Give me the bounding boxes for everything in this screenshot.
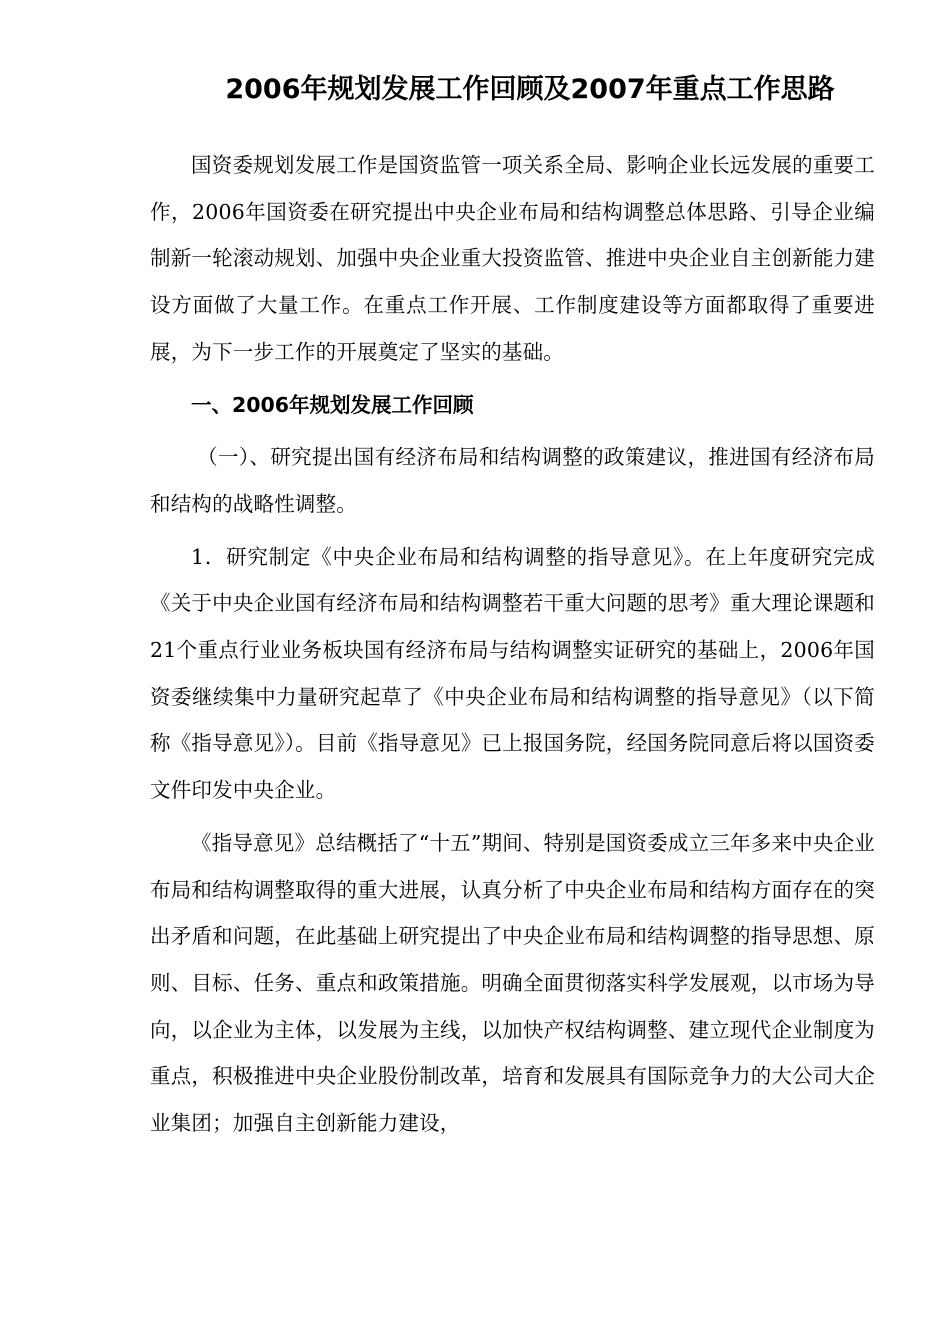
intro-paragraph: 国资委规划发展工作是国资监管一项关系全局、影响企业长远发展的重要工作，2006年国资委在研究提出中央企业布局和结构调整总体思路、引导企业编制新一轮滚动规划、加强中央企业重大投资监管、推进中央企业自主创新能力建设方面做了大量工作。在重点工作开展、工作制度建设等方面都取得了重要进展，为下一步工作的开展奠定了坚实的基础。 <box>150 153 875 364</box>
section-heading: 一、2006年规划发展工作回顾 <box>191 392 474 417</box>
guidance-paragraph: 《指导意见》总结概括了“十五”期间、特别是国资委成立三年多来中央企业布局和结构调整取得的重大进展，认真分析了中央企业布局和结构方面存在的突出矛盾和问题，在此基础上研究提出了中央企业布局和结构调整的指导思想、原则、目标、任务、重点和政策措施。明确全面贯彻落实科学发展观，以市场为导向，以企业为主体，以发展为主线，以加快产权结构调整、建立现代企业制度为重点，积极推进中央企业股份制改革，培育和发展具有国际竞争力的大公司大企业集团；加强自主创新能力建设， <box>150 830 875 1136</box>
subsection-heading: （一）、研究提出国有经济布局和结构调整的政策建议，推进国有经济布局和结构的战略性调整。 <box>150 445 875 516</box>
item-paragraph: 1．研究制定《中央企业布局和结构调整的指导意见》。在上年度研究完成《关于中央企业国有经济布局和结构调整若干重大问题的思考》重大理论课题和21个重点行业业务板块国有经济布局与结构调整实证研究的基础上，2006年国资委继续集中力量研究起草了《中央企业布局和结构调整的指导意见》（以下简称《指导意见》）。目前《指导意见》已上报国务院，经国务院同意后将以国资委文件印发中央企业。 <box>150 544 875 803</box>
document-title: 2006年规划发展工作回顾及2007年重点工作思路 <box>225 74 835 105</box>
document-body <box>150 142 875 1153</box>
